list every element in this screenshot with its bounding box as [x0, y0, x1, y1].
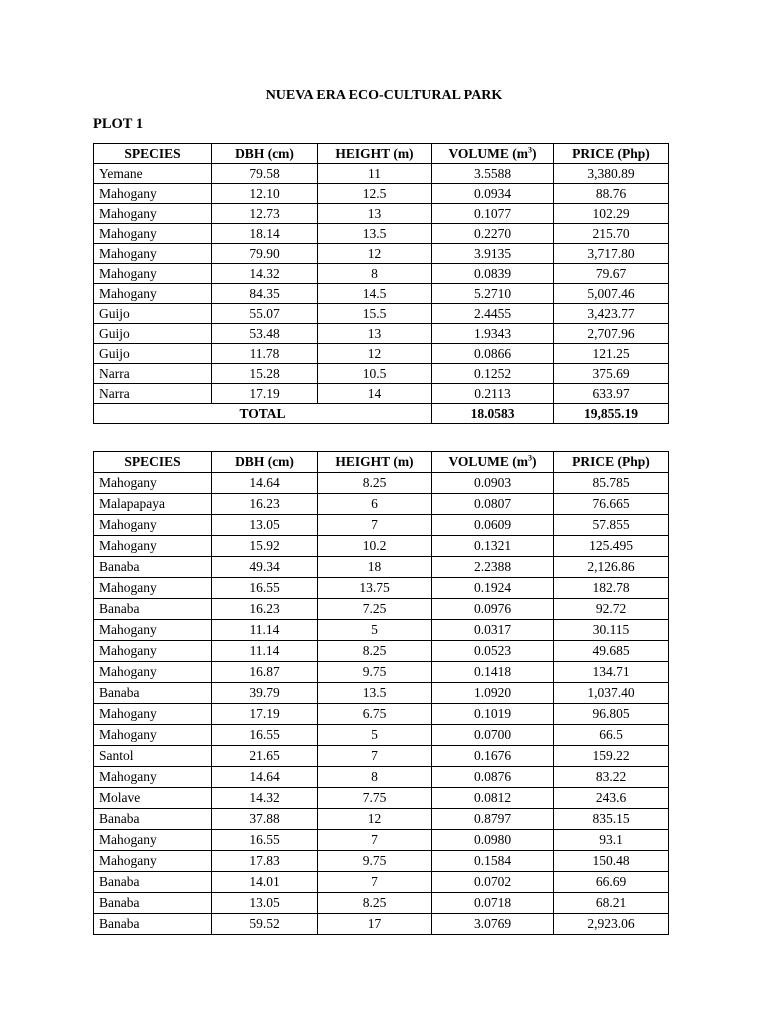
- species-cell: Mahogany: [94, 244, 212, 264]
- dbh-cell: 13.05: [212, 515, 318, 536]
- header-dbh: DBH (cm): [212, 452, 318, 473]
- species-cell: Mahogany: [94, 536, 212, 557]
- volume-cell: 0.0976: [432, 599, 554, 620]
- table-row: [94, 893, 669, 914]
- height-cell: 13: [318, 324, 432, 344]
- species-cell: Mahogany: [94, 515, 212, 536]
- species-cell: Mahogany: [94, 204, 212, 224]
- volume-cell: 0.1418: [432, 662, 554, 683]
- species-cell: Mahogany: [94, 641, 212, 662]
- table-row: [94, 746, 669, 767]
- header-species: SPECIES: [94, 452, 212, 473]
- dbh-cell: 11.14: [212, 620, 318, 641]
- dbh-cell: 16.87: [212, 662, 318, 683]
- volume-cell: 0.0317: [432, 620, 554, 641]
- height-cell: 8.25: [318, 473, 432, 494]
- dbh-cell: 14.32: [212, 788, 318, 809]
- volume-cell: 3.0769: [432, 914, 554, 935]
- table-row: [94, 304, 669, 324]
- dbh-cell: 21.65: [212, 746, 318, 767]
- height-cell: 7: [318, 746, 432, 767]
- price-cell: 3,423.77: [554, 304, 669, 324]
- dbh-cell: 14.64: [212, 767, 318, 788]
- volume-cell: 0.0700: [432, 725, 554, 746]
- price-cell: 243.6: [554, 788, 669, 809]
- volume-cell: 0.0876: [432, 767, 554, 788]
- height-cell: 9.75: [318, 662, 432, 683]
- volume-cell: 0.1019: [432, 704, 554, 725]
- table-row: [94, 809, 669, 830]
- price-cell: 215.70: [554, 224, 669, 244]
- total-price: 19,855.19: [554, 404, 669, 424]
- volume-cell: 0.8797: [432, 809, 554, 830]
- price-cell: 68.21: [554, 893, 669, 914]
- table-row: [94, 244, 669, 264]
- table-row: [94, 324, 669, 344]
- dbh-cell: 16.55: [212, 830, 318, 851]
- document-title: NUEVA ERA ECO-CULTURAL PARK: [265, 88, 503, 103]
- header-volume-close: ): [532, 454, 537, 469]
- species-cell: Mahogany: [94, 662, 212, 683]
- height-cell: 12.5: [318, 184, 432, 204]
- dbh-cell: 16.55: [212, 725, 318, 746]
- second-table: [93, 451, 669, 935]
- dbh-cell: 79.58: [212, 164, 318, 184]
- header-price: PRICE (Php): [554, 144, 669, 164]
- dbh-cell: 12.10: [212, 184, 318, 204]
- dbh-cell: 14.64: [212, 473, 318, 494]
- height-cell: 6.75: [318, 704, 432, 725]
- price-cell: 2,923.06: [554, 914, 669, 935]
- height-cell: 13.5: [318, 683, 432, 704]
- table-row: [94, 683, 669, 704]
- dbh-cell: 59.52: [212, 914, 318, 935]
- height-cell: 7.75: [318, 788, 432, 809]
- table-row: [94, 184, 669, 204]
- header-height: HEIGHT (m): [318, 144, 432, 164]
- table-row: [94, 851, 669, 872]
- dbh-cell: 15.92: [212, 536, 318, 557]
- price-cell: 92.72: [554, 599, 669, 620]
- dbh-cell: 14.32: [212, 264, 318, 284]
- total-label: TOTAL: [94, 404, 432, 424]
- volume-cell: 0.0609: [432, 515, 554, 536]
- volume-cell: 0.0702: [432, 872, 554, 893]
- table-row: [94, 578, 669, 599]
- volume-cell: 0.0903: [432, 473, 554, 494]
- height-cell: 12: [318, 344, 432, 364]
- dbh-cell: 16.55: [212, 578, 318, 599]
- height-cell: 10.2: [318, 536, 432, 557]
- table-row: [94, 264, 669, 284]
- dbh-cell: 37.88: [212, 809, 318, 830]
- header-dbh: DBH (cm): [212, 144, 318, 164]
- dbh-cell: 53.48: [212, 324, 318, 344]
- table-header-row: [94, 452, 669, 473]
- price-cell: 633.97: [554, 384, 669, 404]
- table-row: [94, 384, 669, 404]
- height-cell: 5: [318, 620, 432, 641]
- height-cell: 12: [318, 244, 432, 264]
- volume-cell: 2.2388: [432, 557, 554, 578]
- dbh-cell: 14.01: [212, 872, 318, 893]
- volume-cell: 0.0523: [432, 641, 554, 662]
- species-cell: Narra: [94, 364, 212, 384]
- volume-cell: 0.0934: [432, 184, 554, 204]
- price-cell: 96.805: [554, 704, 669, 725]
- price-cell: 159.22: [554, 746, 669, 767]
- height-cell: 6: [318, 494, 432, 515]
- species-cell: Malapapaya: [94, 494, 212, 515]
- volume-cell: 1.0920: [432, 683, 554, 704]
- dbh-cell: 16.23: [212, 494, 318, 515]
- price-cell: 3,380.89: [554, 164, 669, 184]
- volume-cell: 3.5588: [432, 164, 554, 184]
- price-cell: 125.495: [554, 536, 669, 557]
- species-cell: Narra: [94, 384, 212, 404]
- price-cell: 150.48: [554, 851, 669, 872]
- table-row: [94, 830, 669, 851]
- table-row: [94, 599, 669, 620]
- header-volume: [432, 452, 554, 473]
- dbh-cell: 17.19: [212, 704, 318, 725]
- price-cell: 134.71: [554, 662, 669, 683]
- species-cell: Banaba: [94, 599, 212, 620]
- price-cell: 2,707.96: [554, 324, 669, 344]
- dbh-cell: 39.79: [212, 683, 318, 704]
- price-cell: 76.665: [554, 494, 669, 515]
- dbh-cell: 79.90: [212, 244, 318, 264]
- species-cell: Mahogany: [94, 704, 212, 725]
- plot1-table: [93, 143, 669, 424]
- species-cell: Mahogany: [94, 851, 212, 872]
- table-row: [94, 767, 669, 788]
- price-cell: 57.855: [554, 515, 669, 536]
- price-cell: 5,007.46: [554, 284, 669, 304]
- table-row: [94, 788, 669, 809]
- table-row: [94, 662, 669, 683]
- height-cell: 13.75: [318, 578, 432, 599]
- price-cell: 49.685: [554, 641, 669, 662]
- dbh-cell: 17.19: [212, 384, 318, 404]
- species-cell: Mahogany: [94, 620, 212, 641]
- volume-cell: 0.2270: [432, 224, 554, 244]
- species-cell: Mahogany: [94, 224, 212, 244]
- table-row: [94, 704, 669, 725]
- price-cell: 30.115: [554, 620, 669, 641]
- volume-cell: 5.2710: [432, 284, 554, 304]
- species-cell: Mahogany: [94, 284, 212, 304]
- price-cell: 66.5: [554, 725, 669, 746]
- species-cell: Guijo: [94, 344, 212, 364]
- volume-cell: 0.0812: [432, 788, 554, 809]
- price-cell: 121.25: [554, 344, 669, 364]
- price-cell: 835.15: [554, 809, 669, 830]
- height-cell: 18: [318, 557, 432, 578]
- header-volume-text: VOLUME (m: [448, 454, 529, 469]
- volume-cell: 1.9343: [432, 324, 554, 344]
- table-row: [94, 557, 669, 578]
- header-price: PRICE (Php): [554, 452, 669, 473]
- price-cell: 79.67: [554, 264, 669, 284]
- species-cell: Guijo: [94, 324, 212, 344]
- second-table-body: [94, 473, 669, 935]
- price-cell: 182.78: [554, 578, 669, 599]
- dbh-cell: 55.07: [212, 304, 318, 324]
- table-row: [94, 515, 669, 536]
- price-cell: 375.69: [554, 364, 669, 384]
- total-row: [94, 404, 669, 424]
- height-cell: 15.5: [318, 304, 432, 324]
- species-cell: Molave: [94, 788, 212, 809]
- volume-cell: 0.1584: [432, 851, 554, 872]
- species-cell: Santol: [94, 746, 212, 767]
- dbh-cell: 13.05: [212, 893, 318, 914]
- species-cell: Mahogany: [94, 264, 212, 284]
- species-cell: Mahogany: [94, 578, 212, 599]
- dbh-cell: 18.14: [212, 224, 318, 244]
- table-row: [94, 224, 669, 244]
- species-cell: Mahogany: [94, 473, 212, 494]
- species-cell: Yemane: [94, 164, 212, 184]
- table-row: [94, 284, 669, 304]
- dbh-cell: 16.23: [212, 599, 318, 620]
- volume-cell: 0.0866: [432, 344, 554, 364]
- volume-cell: 0.2113: [432, 384, 554, 404]
- species-cell: Banaba: [94, 809, 212, 830]
- table-row: [94, 164, 669, 184]
- header-volume: [432, 144, 554, 164]
- volume-cell: 0.1077: [432, 204, 554, 224]
- height-cell: 11: [318, 164, 432, 184]
- height-cell: 13.5: [318, 224, 432, 244]
- table-row: [94, 344, 669, 364]
- table-row: [94, 364, 669, 384]
- species-cell: Guijo: [94, 304, 212, 324]
- dbh-cell: 84.35: [212, 284, 318, 304]
- price-cell: 93.1: [554, 830, 669, 851]
- height-cell: 9.75: [318, 851, 432, 872]
- dbh-cell: 17.83: [212, 851, 318, 872]
- volume-cell: 0.0807: [432, 494, 554, 515]
- species-cell: Banaba: [94, 872, 212, 893]
- volume-cell: 0.1924: [432, 578, 554, 599]
- price-cell: 3,717.80: [554, 244, 669, 264]
- volume-cell: 2.4455: [432, 304, 554, 324]
- table-header-row: [94, 144, 669, 164]
- price-cell: 2,126.86: [554, 557, 669, 578]
- table-row: [94, 641, 669, 662]
- header-volume-text: VOLUME (m: [448, 146, 529, 161]
- table-row: [94, 914, 669, 935]
- species-cell: Banaba: [94, 893, 212, 914]
- price-cell: 88.76: [554, 184, 669, 204]
- total-volume: 18.0583: [432, 404, 554, 424]
- plot-label: PLOT 1: [93, 116, 144, 132]
- plot1-table-body: [94, 164, 669, 404]
- dbh-cell: 11.78: [212, 344, 318, 364]
- height-cell: 8.25: [318, 641, 432, 662]
- dbh-cell: 12.73: [212, 204, 318, 224]
- species-cell: Mahogany: [94, 184, 212, 204]
- height-cell: 17: [318, 914, 432, 935]
- price-cell: 85.785: [554, 473, 669, 494]
- price-cell: 1,037.40: [554, 683, 669, 704]
- volume-cell: 0.0839: [432, 264, 554, 284]
- dbh-cell: 15.28: [212, 364, 318, 384]
- table-row: [94, 536, 669, 557]
- height-cell: 10.5: [318, 364, 432, 384]
- header-height: HEIGHT (m): [318, 452, 432, 473]
- volume-cell: 0.1252: [432, 364, 554, 384]
- volume-cell: 0.0980: [432, 830, 554, 851]
- species-cell: Banaba: [94, 683, 212, 704]
- species-cell: Mahogany: [94, 725, 212, 746]
- table-row: [94, 473, 669, 494]
- price-cell: 66.69: [554, 872, 669, 893]
- species-cell: Banaba: [94, 914, 212, 935]
- table-row: [94, 494, 669, 515]
- dbh-cell: 49.34: [212, 557, 318, 578]
- volume-cell: 3.9135: [432, 244, 554, 264]
- price-cell: 83.22: [554, 767, 669, 788]
- height-cell: 7: [318, 872, 432, 893]
- price-cell: 102.29: [554, 204, 669, 224]
- height-cell: 8.25: [318, 893, 432, 914]
- header-volume-close: ): [532, 146, 537, 161]
- species-cell: Mahogany: [94, 830, 212, 851]
- species-cell: Mahogany: [94, 767, 212, 788]
- volume-cell: 0.1321: [432, 536, 554, 557]
- volume-cell: 0.1676: [432, 746, 554, 767]
- table-row: [94, 725, 669, 746]
- header-volume-superscript: 3: [528, 145, 533, 155]
- height-cell: 7: [318, 515, 432, 536]
- height-cell: 13: [318, 204, 432, 224]
- height-cell: 14.5: [318, 284, 432, 304]
- height-cell: 14: [318, 384, 432, 404]
- height-cell: 12: [318, 809, 432, 830]
- dbh-cell: 11.14: [212, 641, 318, 662]
- header-volume-superscript: 3: [528, 453, 533, 463]
- species-cell: Banaba: [94, 557, 212, 578]
- height-cell: 8: [318, 767, 432, 788]
- table-row: [94, 204, 669, 224]
- table-row: [94, 872, 669, 893]
- height-cell: 8: [318, 264, 432, 284]
- header-species: SPECIES: [94, 144, 212, 164]
- height-cell: 5: [318, 725, 432, 746]
- table-row: [94, 620, 669, 641]
- volume-cell: 0.0718: [432, 893, 554, 914]
- height-cell: 7: [318, 830, 432, 851]
- height-cell: 7.25: [318, 599, 432, 620]
